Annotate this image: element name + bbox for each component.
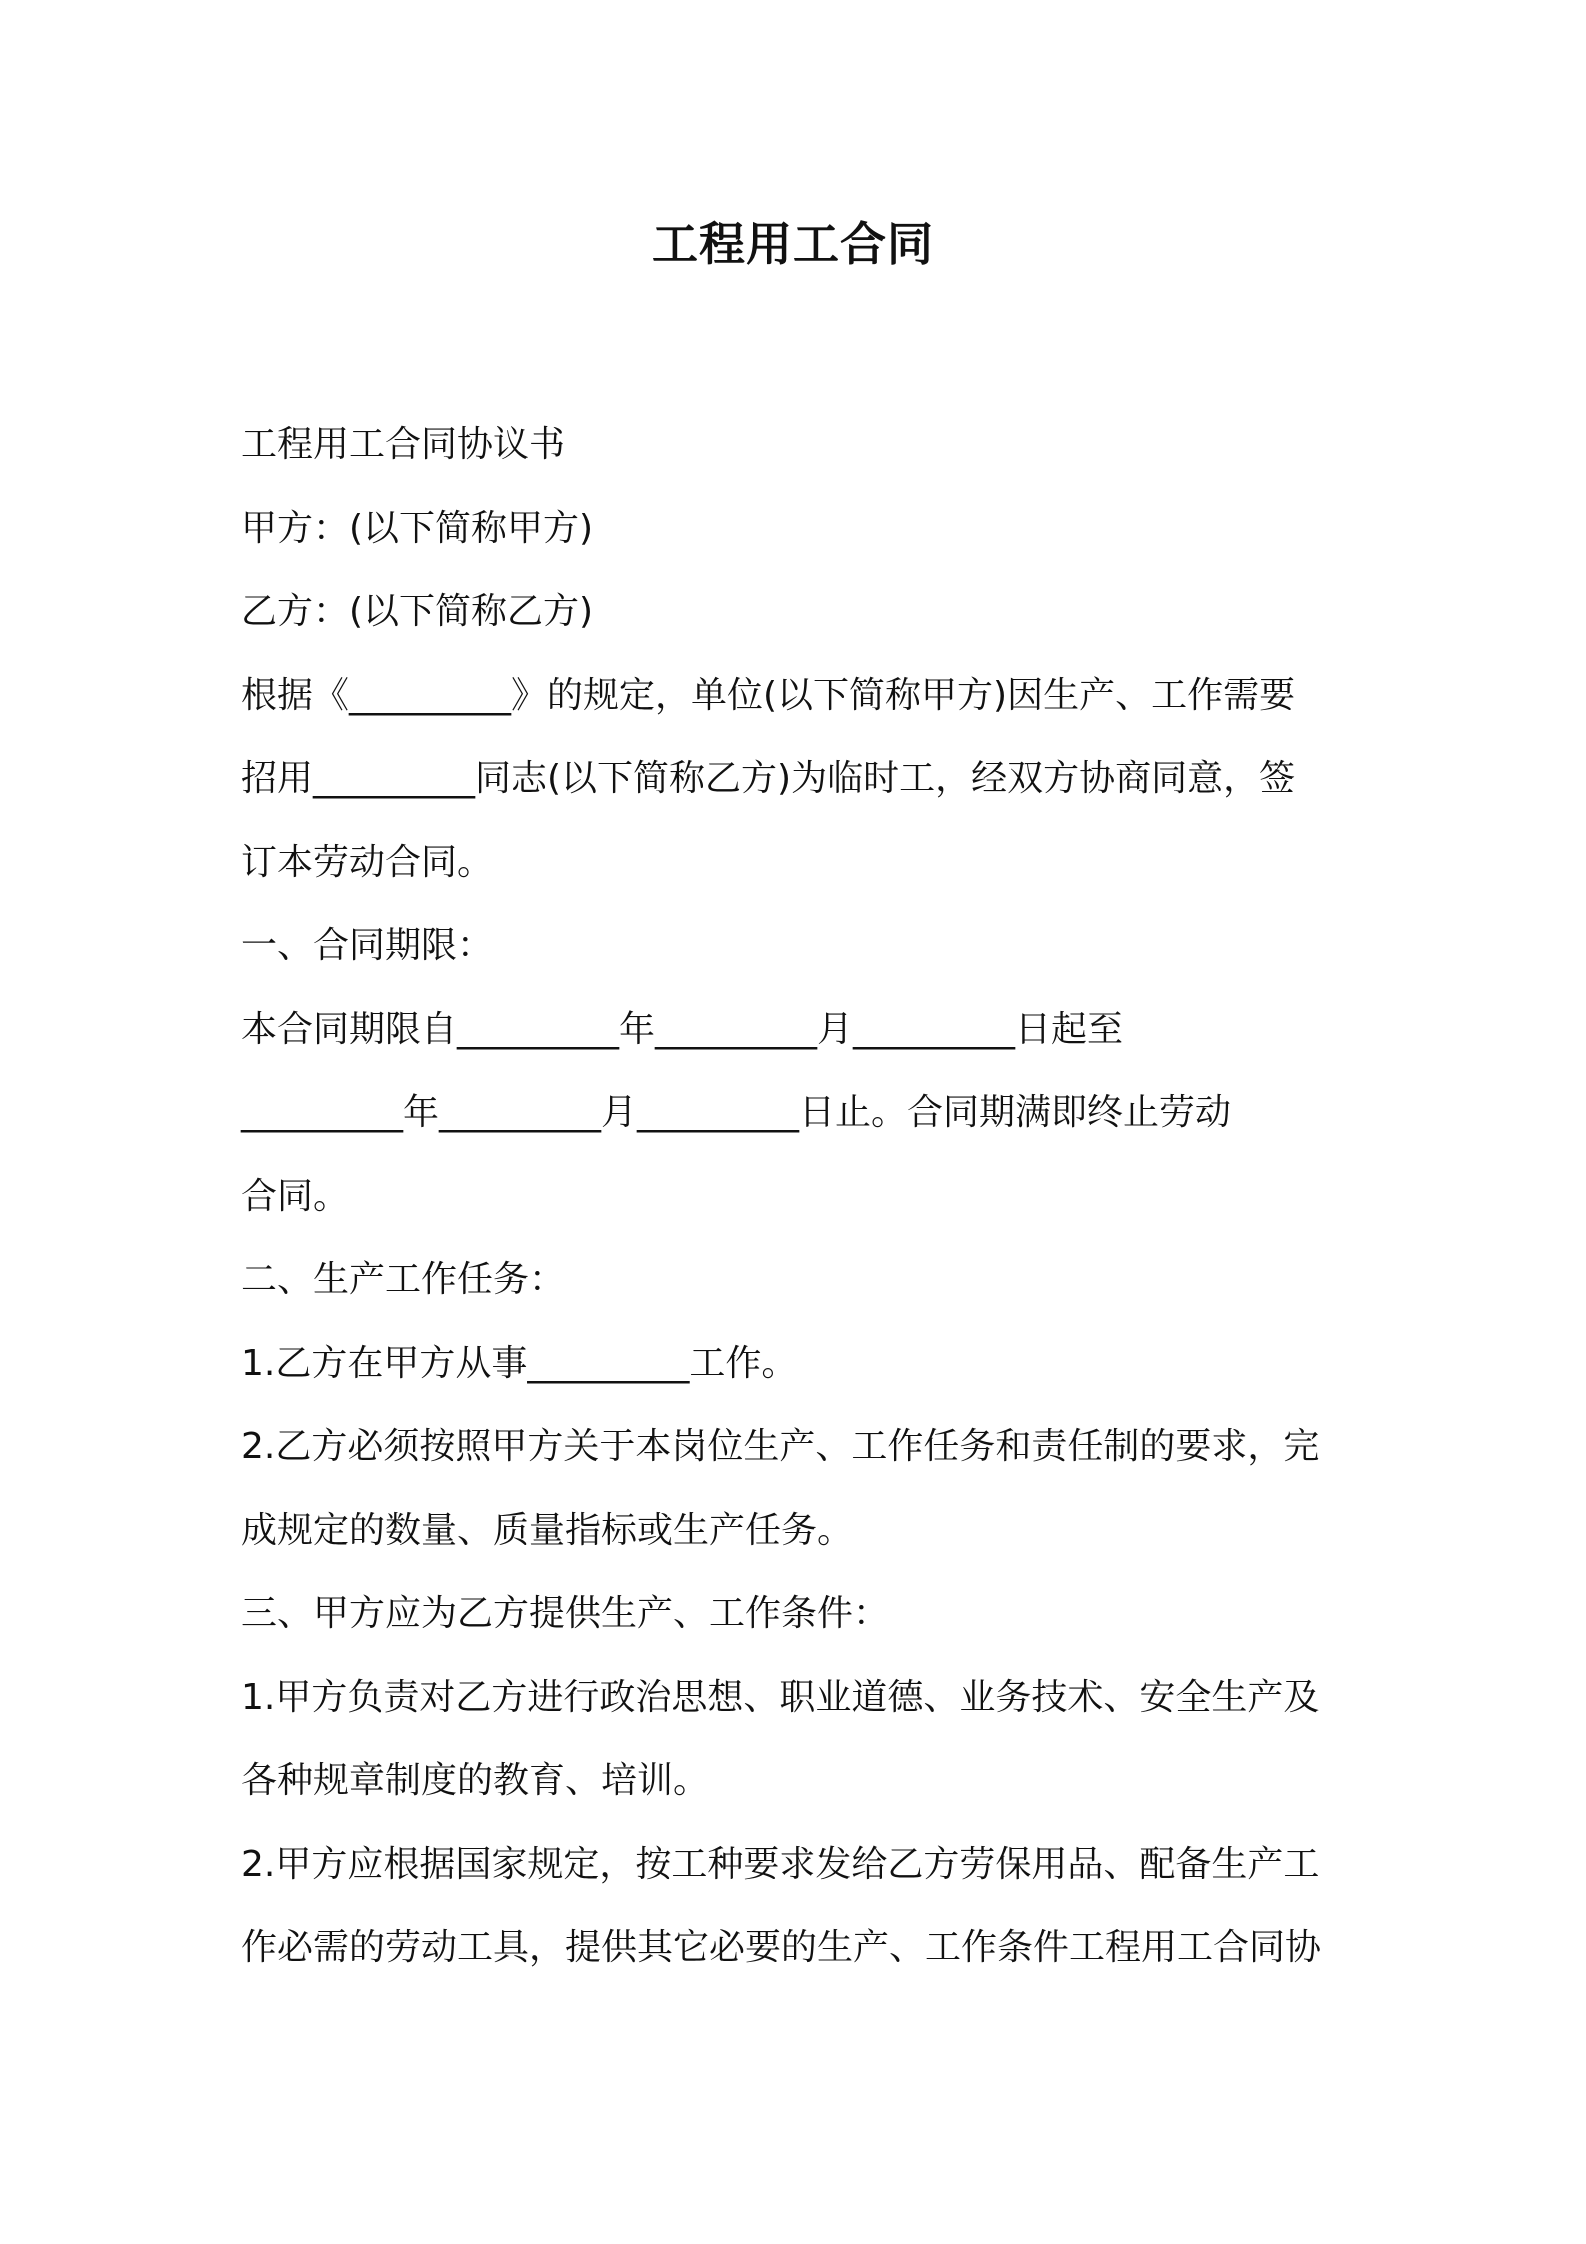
party-b-line: 乙方：(以下简称乙方) bbox=[241, 591, 594, 632]
party-a-line: 甲方：(以下简称甲方) bbox=[241, 507, 594, 549]
paragraph-line: 各种规章制度的教育、培训。 bbox=[241, 1760, 710, 1801]
section-heading: 二、生产工作任务： bbox=[241, 1259, 566, 1300]
paragraph-line: 2.乙方必须按照甲方关于本岗位生产、工作任务和责任制的要求，完 bbox=[241, 1426, 1320, 1467]
subtitle-line: 工程用工合同协议书 bbox=[241, 424, 566, 465]
section-heading: 一、合同期限： bbox=[241, 925, 494, 966]
document-title: 工程用工合同 bbox=[652, 217, 934, 271]
paragraph-line: 成规定的数量、质量指标或生产任务。 bbox=[241, 1509, 854, 1551]
paragraph-line: 本合同期限自_________年_________月_________日起至 bbox=[241, 1008, 1124, 1050]
paragraph-line: 招用_________同志(以下简称乙方)为临时工，经双方协商同意，签 bbox=[241, 758, 1296, 799]
document-body bbox=[241, 403, 1359, 1990]
paragraph-line: 订本劳动合同。 bbox=[241, 841, 494, 883]
paragraph-line: 2.甲方应根据国家规定，按工种要求发给乙方劳保用品、配备生产工 bbox=[241, 1843, 1320, 1885]
paragraph-line: 合同。 bbox=[241, 1175, 350, 1217]
paragraph-line: _________年_________月_________日止。合同期满即终止劳动 bbox=[241, 1092, 1232, 1133]
section-heading: 三、甲方应为乙方提供生产、工作条件： bbox=[241, 1593, 890, 1634]
paragraph-line: 作必需的劳动工具，提供其它必要的生产、工作条件工程用工合同协 bbox=[241, 1927, 1322, 1968]
paragraph-line: 1.乙方在甲方从事_________工作。 bbox=[241, 1342, 798, 1384]
paragraph-line: 1.甲方负责对乙方进行政治思想、职业道德、业务技术、安全生产及 bbox=[241, 1676, 1320, 1718]
paragraph-line: 根据《_________》的规定，单位(以下简称甲方)因生产、工作需要 bbox=[241, 674, 1296, 716]
